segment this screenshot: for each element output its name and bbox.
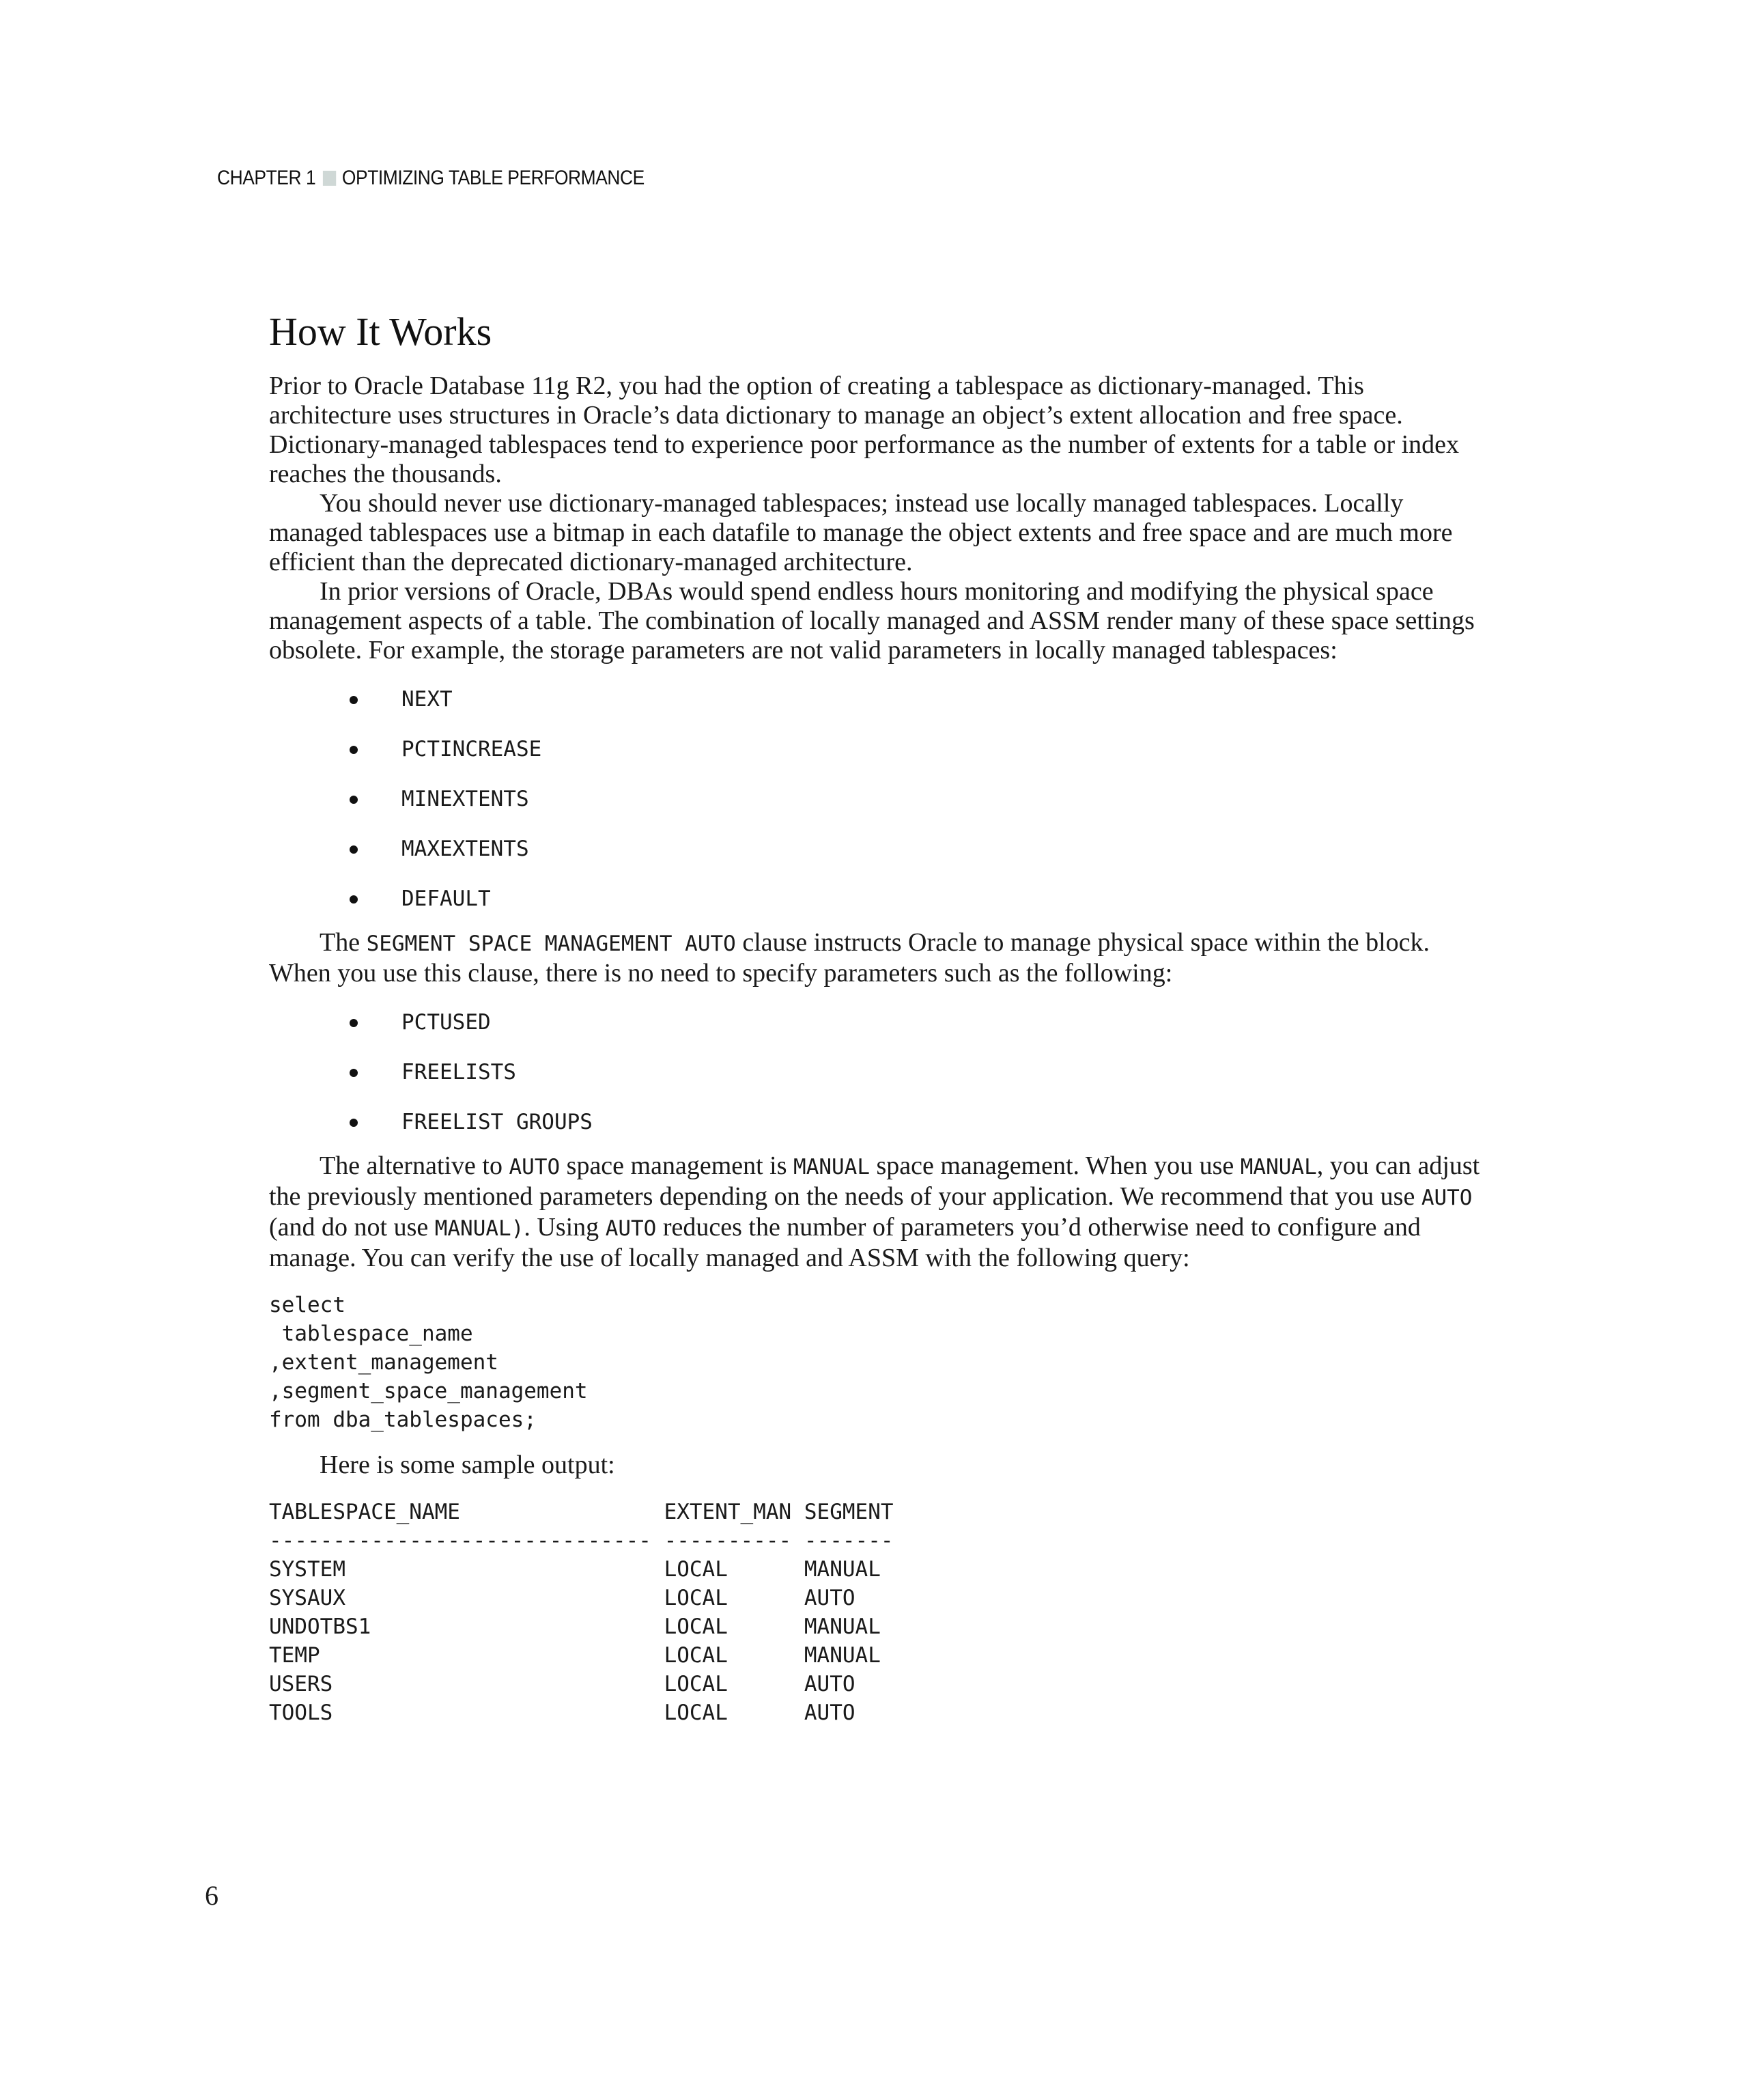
text-run: reduces the number of parameters you’d otherwise need to configure and manage. You can verify the use of locally managed and ASSM with the following query: (269, 1213, 1421, 1272)
inline-code: MANUAL (1240, 1155, 1317, 1179)
bullet-icon (350, 796, 358, 804)
list-item (269, 1097, 1491, 1147)
list-item (269, 774, 1491, 824)
sample-output-code-block: TABLESPACE_NAME EXTENT_MAN SEGMENT ------------------------------ ---------- ------- SYSTEM LOCAL MANUAL SYSAUX LOCAL AUTO UNDOTBS1 LOCAL MANUAL TEMP LOCAL MANUAL USERS LOCAL AUTO TOOLS LOCAL AUTO (269, 1500, 894, 1725)
text-run: clause instructs Oracle to manage physical space within the block. When you use this clause, there is no need to specify parameters such as the following: (269, 928, 1430, 988)
list-item-text: MAXEXTENTS (401, 837, 529, 861)
page-number: 6 (205, 1880, 218, 1911)
inline-code: AUTO (509, 1155, 561, 1179)
page-content (269, 307, 1491, 1727)
list-item-text: PCTINCREASE (401, 737, 542, 761)
list-item (269, 1048, 1491, 1097)
bullet-icon (350, 895, 358, 904)
list-item-text: MINEXTENTS (401, 787, 529, 811)
list-item-text: FREELIST GROUPS (401, 1110, 593, 1134)
section-title: How It Works (269, 309, 492, 354)
paragraph-4 (269, 928, 1491, 988)
inline-code: MANUAL (793, 1155, 870, 1179)
list-item-text: NEXT (401, 687, 453, 712)
text-run: . Using (524, 1213, 606, 1242)
running-header (217, 167, 645, 190)
assm-params-list (269, 998, 1491, 1147)
bullet-icon (350, 845, 358, 854)
list-item-text: FREELISTS (401, 1060, 516, 1084)
text-run: , you can adjust the previously mentioned parameters depending on the needs of your application. We recommend that you use (269, 1151, 1480, 1211)
list-item (269, 675, 1491, 725)
text-run: space management is (560, 1151, 794, 1180)
paragraph-5 (269, 1151, 1491, 1273)
inline-code: SEGMENT SPACE MANAGEMENT AUTO (366, 932, 736, 956)
inline-code: MANUAL) (434, 1216, 524, 1241)
bullet-icon (350, 1069, 358, 1077)
storage-params-list (269, 675, 1491, 924)
bullet-icon (350, 1119, 358, 1127)
list-item (269, 725, 1491, 774)
paragraph-6: Here is some sample output: (320, 1451, 615, 1479)
paragraph-3: In prior versions of Oracle, DBAs would spend endless hours monitoring and modifying the physical space management aspects of a table. The combination of locally managed and ASSM render many of these space settings obsolete. For example, the storage parameters are not valid parameters in locally managed tablespaces: (269, 577, 1475, 664)
bullet-icon (350, 746, 358, 754)
chapter-title: OPTIMIZING TABLE PERFORMANCE (341, 167, 645, 189)
sql-query-code-block: select tablespace_name ,extent_management ,segment_space_management from dba_tablespaces; (269, 1293, 588, 1432)
inline-code: AUTO (605, 1216, 657, 1241)
header-separator-square (323, 171, 336, 186)
list-item (269, 998, 1491, 1048)
text-run: (and do not use (269, 1213, 435, 1242)
chapter-label: CHAPTER 1 (217, 167, 316, 189)
paragraph-2: You should never use dictionary-managed tablespaces; instead use locally managed tablespaces. Locally managed tablespaces use a bitmap in each datafile to manage the object extents and free space and are much more efficient than the deprecated dictionary-managed architecture. (269, 489, 1453, 576)
inline-code: AUTO (1421, 1186, 1473, 1210)
text-run: The (320, 928, 367, 957)
bullet-icon (350, 1019, 358, 1027)
list-item (269, 874, 1491, 924)
list-item-text: PCTUSED (401, 1010, 491, 1035)
text-run: space management. When you use (870, 1151, 1241, 1180)
list-item (269, 824, 1491, 874)
paragraph-1: Prior to Oracle Database 11g R2, you had the option of creating a tablespace as dictionary-managed. This architecture uses structures in Oracle’s data dictionary to manage an object’s extent allocation and free space. Dictionary-managed tablespaces tend to experience poor performance as the number of extents for a table or index reaches the thousands. (269, 372, 1460, 488)
bullet-icon (350, 696, 358, 704)
text-run: The alternative to (320, 1151, 509, 1180)
list-item-text: DEFAULT (401, 886, 491, 911)
